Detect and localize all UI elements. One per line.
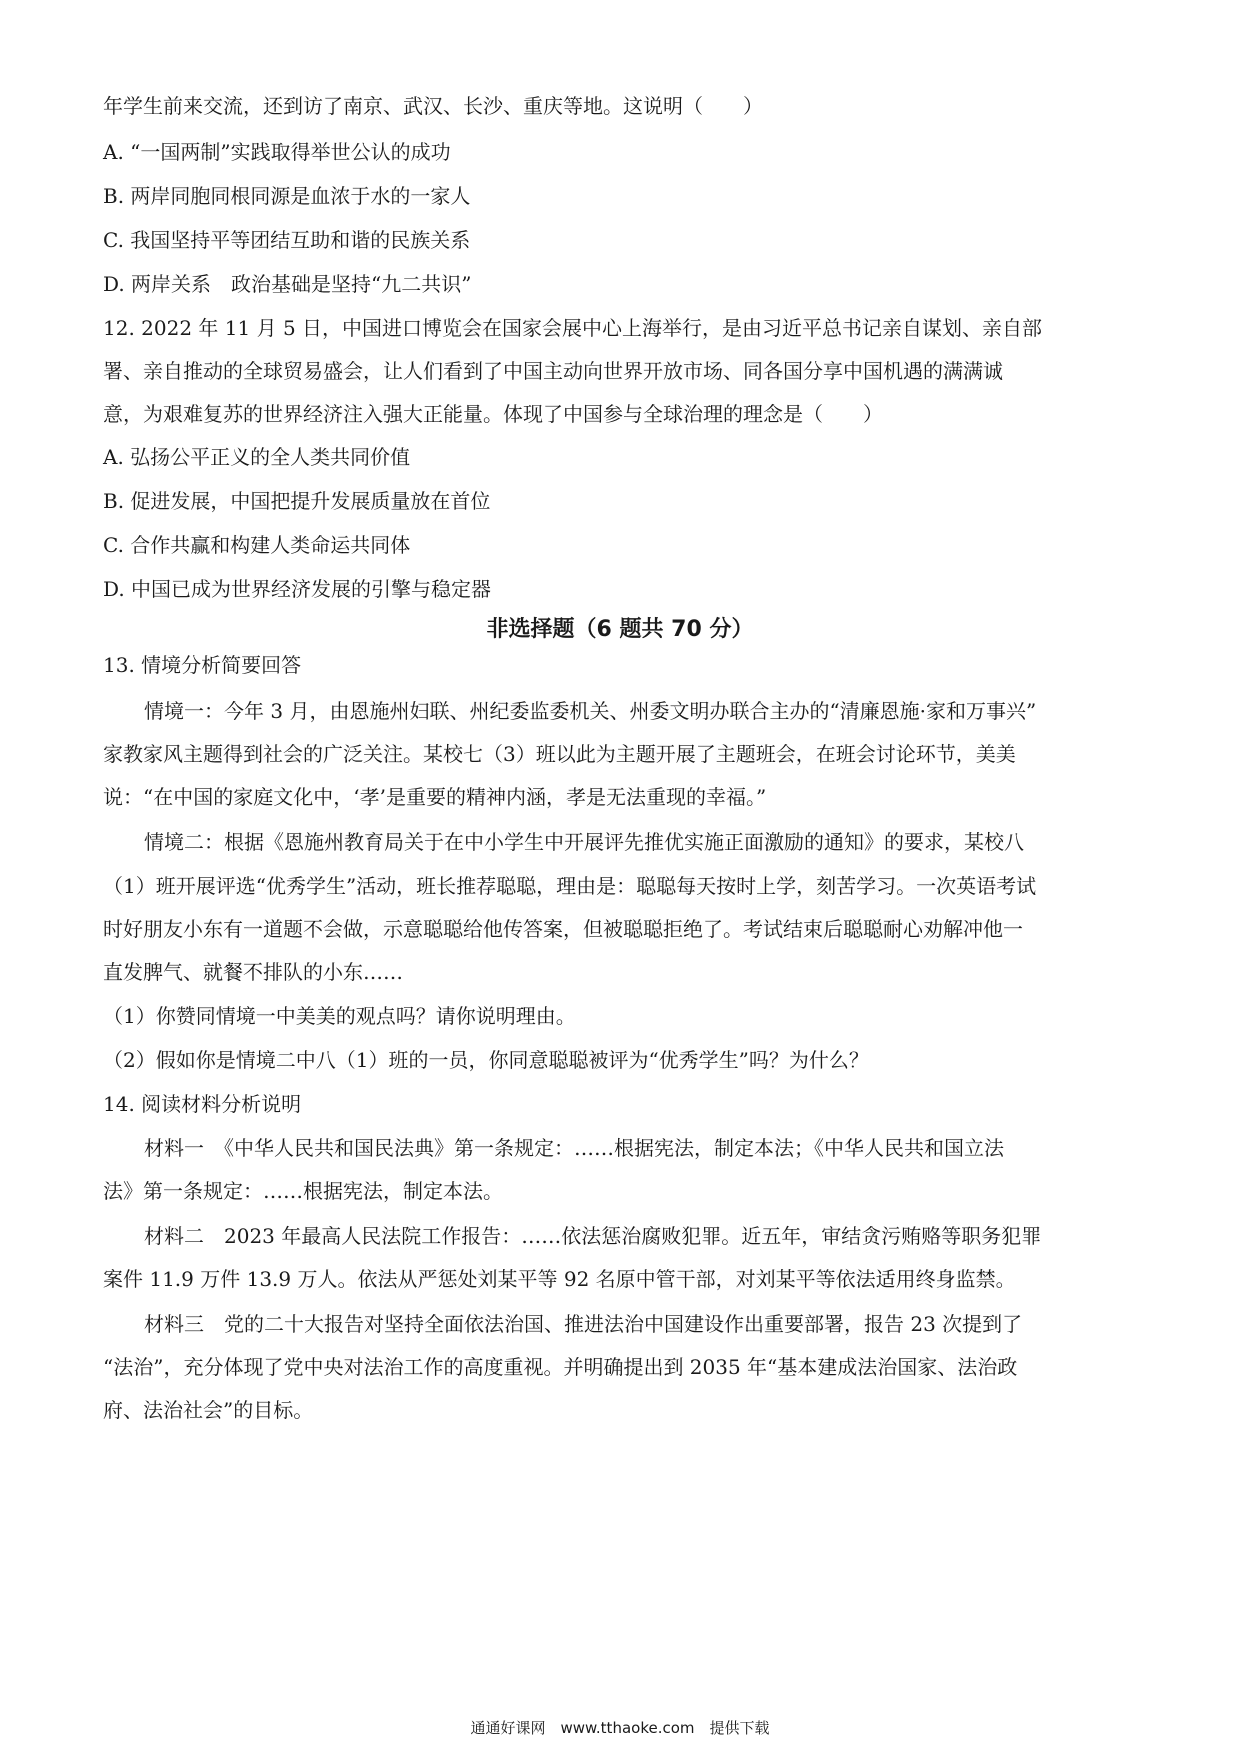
q11-option-c: C. 我国坚持平等团结互助和谐的民族关系 [103,228,471,252]
section-heading: 非选择题（6 题共 70 分） [486,617,754,642]
q14-material3-line-2: “法治”，充分体现了党中央对法治工作的高度重视。并明确提出到 2035 年“基本建成法治国家、法治政 [103,1355,1018,1379]
q14-material1-line-2: 法》第一条规定：……根据宪法，制定本法。 [103,1179,503,1203]
q14-title: 14. 阅读材料分析说明 [103,1092,302,1116]
q14-material3-line-3: 府、法治社会”的目标。 [103,1398,314,1422]
page-footer: 通通好课网 www.tthaoke.com 提供下载 [470,1719,770,1737]
q12-option-a: A. 弘扬公平正义的全人类共同价值 [103,445,411,469]
q13-question-1: （1）你赞同情境一中美美的观点吗？请你说明理由。 [103,1004,576,1028]
q13-title: 13. 情境分析简要回答 [103,653,302,677]
q13-scenario2-line-2: （1）班开展评选“优秀学生”活动，班长推荐聪聪，理由是：聪聪每天按时上学，刻苦学习。一次英语考试 [103,874,1037,898]
q12-stem-line-1: 12. 2022 年 11 月 5 日，中国进口博览会在国家会展中心上海举行，是由习近平总书记亲自谋划、亲自部 [103,316,1043,340]
q12-stem-line-2: 署、亲自推动的全球贸易盛会，让人们看到了中国主动向世界开放市场、同各国分享中国机遇的满满诚 [103,359,1003,383]
q12-option-c: C. 合作共赢和构建人类命运共同体 [103,533,411,557]
q14-material2-line-1: 材料二 2023 年最高人民法院工作报告：……依法惩治腐败犯罪。近五年，审结贪污贿赂等职务犯罪 [144,1224,1042,1248]
q13-scenario2-line-4: 直发脾气、就餐不排队的小东…… [103,960,403,984]
q13-question-2: （2）假如你是情境二中八（1）班的一员，你同意聪聪被评为“优秀学生”吗？为什么？ [103,1048,869,1072]
q12-option-b: B. 促进发展，中国把提升发展质量放在首位 [103,489,491,513]
q11-option-b: B. 两岸同胞同根同源是血浓于水的一家人 [103,184,471,208]
q11-option-a: A. “一国两制”实践取得举世公认的成功 [103,140,451,164]
q11-stem-tail: 年学生前来交流，还到访了南京、武汉、长沙、重庆等地。这说明（ ） [103,94,763,118]
q14-material2-line-2: 案件 11.9 万件 13.9 万人。依法从严惩处刘某平等 92 名原中管干部，对刘某平等依法适用终身监禁。 [103,1267,1016,1291]
q14-material1-line-1: 材料一 《中华人民共和国民法典》第一条规定：……根据宪法，制定本法；《中华人民共和国立法 [144,1136,1004,1160]
q13-scenario1-line-3: 说：“在中国的家庭文化中，‘孝’是重要的精神内涵，孝是无法重现的幸福。” [103,785,767,809]
q13-scenario1-line-2: 家教家风主题得到社会的广泛关注。某校七（3）班以此为主题开展了主题班会，在班会讨论环节，美美 [103,742,1016,766]
q13-scenario2-line-1: 情境二：根据《恩施州教育局关于在中小学生中开展评先推优实施正面激励的通知》的要求，某校八 [144,830,1024,854]
q12-stem-line-3: 意，为艰难复苏的世界经济注入强大正能量。体现了中国参与全球治理的理念是（ ） [103,402,883,426]
q13-scenario1-line-1: 情境一：今年 3 月，由恩施州妇联、州纪委监委机关、州委文明办联合主办的“清廉恩施·家和万事兴” [144,699,1037,723]
q11-option-d: D. 两岸关系 政治基础是坚持“九二共识” [103,272,472,296]
q13-scenario2-line-3: 时好朋友小东有一道题不会做，示意聪聪给他传答案，但被聪聪拒绝了。考试结束后聪聪耐心劝解冲他一 [103,917,1023,941]
q12-option-d: D. 中国已成为世界经济发展的引擎与稳定器 [103,577,492,601]
q14-material3-line-1: 材料三 党的二十大报告对坚持全面依法治国、推进法治中国建设作出重要部署，报告 23 次提到了 [144,1312,1023,1336]
